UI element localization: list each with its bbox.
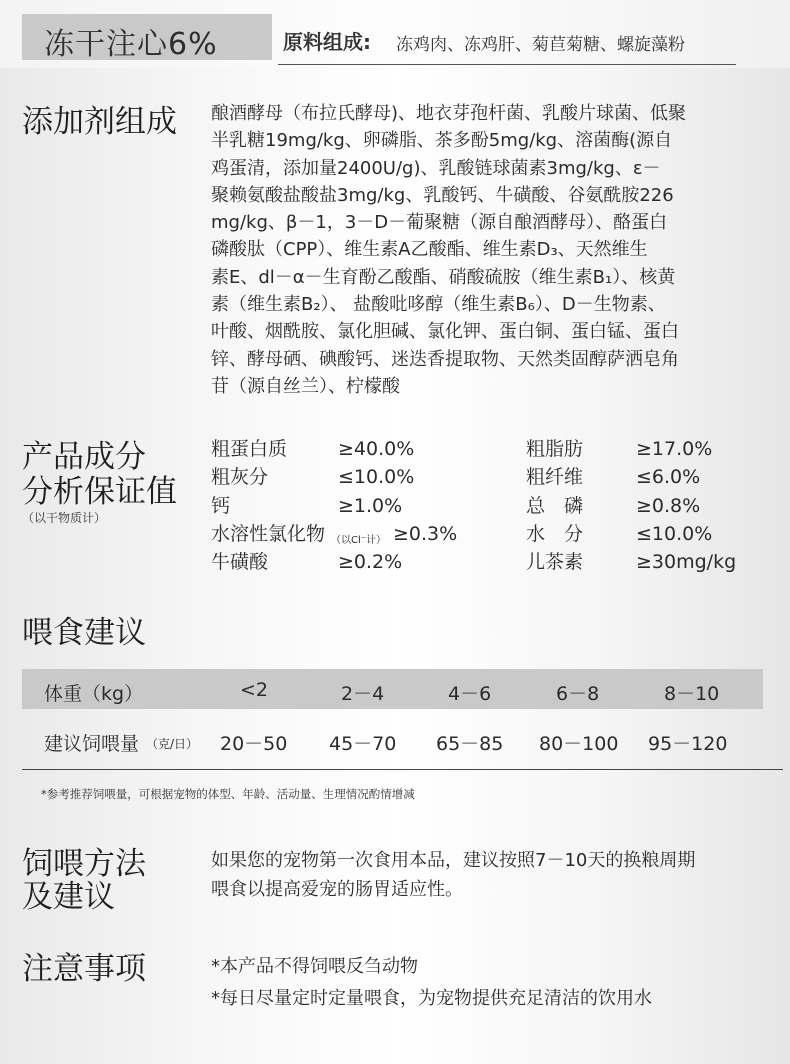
analysis-value: ≥1.0% xyxy=(338,495,403,517)
analysis-name: 总 磷 xyxy=(526,495,584,517)
analysis-value: ≥30mg/kg xyxy=(636,551,737,573)
caution-line: *每日尽量定时定量喂食，为宠物提供充足清洁的饮用水 xyxy=(211,988,652,1009)
additive-line: 酿酒酵母（布拉氏酵母)、地衣芽孢杆菌、乳酸片球菌、低聚 xyxy=(211,103,687,124)
method-title-line2: 及建议 xyxy=(22,879,115,915)
caution-line: *本产品不得饲喂反刍动物 xyxy=(211,956,418,977)
method-title-line1: 饲喂方法 xyxy=(22,846,146,882)
analysis-name: 儿茶素 xyxy=(526,551,584,573)
amount-value: 80－100 xyxy=(539,733,619,755)
analysis-title-line2: 分析保证值 xyxy=(22,474,177,510)
raw-materials-label: 原料组成: xyxy=(283,30,371,54)
weight-value: 6－8 xyxy=(556,683,600,705)
additive-line: 苷（源自丝兰）、柠檬酸 xyxy=(211,375,400,397)
caution-text xyxy=(211,951,652,1015)
analysis-value: ≥0.2% xyxy=(338,551,403,573)
amount-value: 95－120 xyxy=(648,733,728,755)
analysis-title-line1: 产品成分 xyxy=(22,439,146,475)
additive-line: 锌、酵母硒、碘酸钙、迷迭香提取物、天然类固醇萨洒皂角 xyxy=(211,348,679,370)
weight-value: 2－4 xyxy=(341,683,385,705)
method-line: 喂食以提高爱宠的肠胃适应性。 xyxy=(211,879,463,900)
additives-title: 添加剂组成 xyxy=(22,104,177,140)
feeding-divider xyxy=(22,769,783,770)
raw-materials-value: 冻鸡肉、冻鸡肝、菊苣菊糖、螺旋藻粉 xyxy=(396,35,685,55)
analysis-name: 粗纤维 xyxy=(526,466,584,488)
additive-line: 叶酸、烟酰胺、氯化胆碱、氯化钾、蛋白铜、蛋白锰、蛋白 xyxy=(211,321,679,343)
badge-text: 冻干注心6% xyxy=(44,27,218,62)
analysis-value: ≤6.0% xyxy=(636,466,701,488)
analysis-name: 粗脂肪 xyxy=(526,438,584,460)
additives-text xyxy=(211,100,759,400)
analysis-name: 粗蛋白质 xyxy=(211,438,288,460)
additive-line: 素E、dl－α－生育酚乙酸酯、硝酸硫胺（维生素B₁）、核黄 xyxy=(211,266,676,288)
additive-line: 聚赖氨酸盐酸盐3mg/kg、乳酸钙、牛磺酸、谷氨酰胺226 xyxy=(211,184,674,206)
analysis-value: ≤10.0% xyxy=(338,466,415,488)
method-line: 如果您的宠物第一次食用本品，建议按照7－10天的换粮周期 xyxy=(211,850,696,871)
feeding-title: 喂食建议 xyxy=(22,615,146,651)
analysis-name: 钙 xyxy=(211,495,231,517)
amount-value: 65－85 xyxy=(436,733,504,755)
analysis-name: 水溶性氯化物 xyxy=(211,523,326,545)
method-text xyxy=(211,846,761,904)
analysis-name-note: （以Cl⁻计） xyxy=(331,535,387,546)
additive-line: 素（维生素B₂）、 盐酸吡哆醇（维生素B₆）、D－生物素、 xyxy=(211,294,666,316)
weight-value: 8－10 xyxy=(664,683,720,705)
header-divider xyxy=(278,64,736,65)
analysis-name: 牛磺酸 xyxy=(211,551,269,573)
analysis-subtitle: （以干物质计） xyxy=(22,511,107,525)
additive-line: 半乳糖19mg/kg、卵磷脂、茶多酚5mg/kg、溶菌酶(源自 xyxy=(211,130,673,152)
analysis-value: ≥0.3% xyxy=(393,523,458,545)
product-badge xyxy=(22,14,272,60)
analysis-value: ≥40.0% xyxy=(338,438,415,460)
analysis-value: ≥0.8% xyxy=(636,495,701,517)
weight-label: 体重（kg） xyxy=(44,683,144,705)
additive-line: mg/kg、β－1，3－D－葡聚糖（源自酿酒酵母）、酪蛋白 xyxy=(211,212,668,234)
feeding-note: *参考推荐饲喂量，可根据宠物的体型、年龄、活动量、生理情况酌情增减 xyxy=(41,787,415,801)
analysis-value: ≥17.0% xyxy=(636,438,713,460)
analysis-name: 粗灰分 xyxy=(211,466,269,488)
analysis-name: 水 分 xyxy=(526,523,584,545)
amount-unit: （克/日） xyxy=(146,737,199,751)
additive-line: 鸡蛋清，添加量2400U/g)、乳酸链球菌素3mg/kg、ε－ xyxy=(211,157,661,179)
amount-value: 20－50 xyxy=(220,733,288,755)
weight-value: 4－6 xyxy=(448,683,492,705)
analysis-value: ≤10.0% xyxy=(636,523,713,545)
amount-label: 建议饲喂量 xyxy=(44,733,140,755)
additive-line: 磷酸肽（CPP）、维生素A乙酸酯、维生素D₃、天然维生 xyxy=(211,239,648,261)
caution-title: 注意事项 xyxy=(22,951,146,987)
amount-value: 45－70 xyxy=(329,733,397,755)
weight-value: <2 xyxy=(240,679,269,701)
